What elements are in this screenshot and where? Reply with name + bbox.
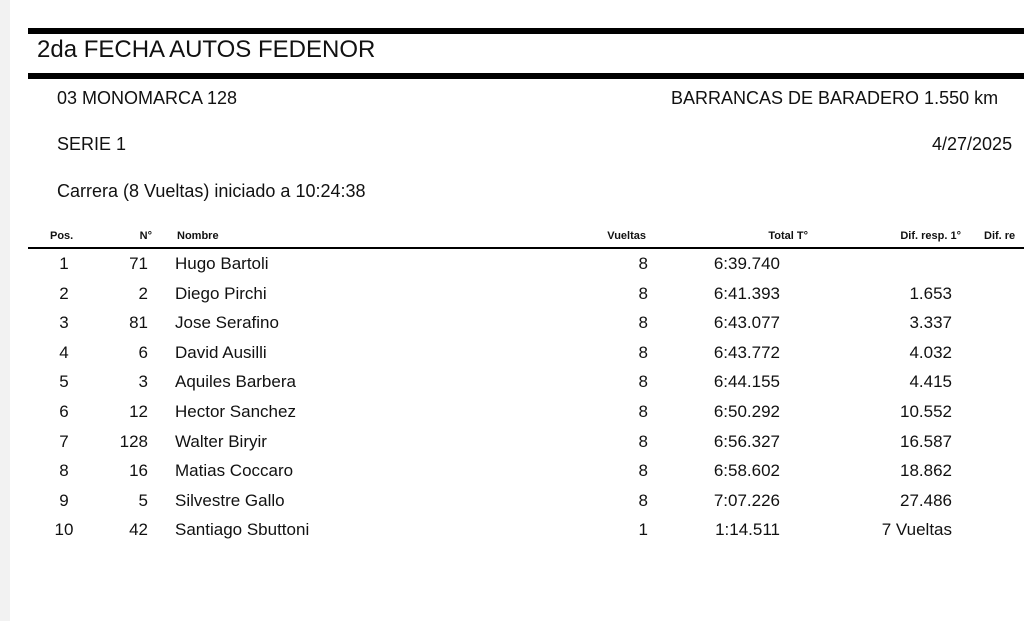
cell-diff-first: 4.415 bbox=[909, 372, 952, 392]
cell-total: 6:43.077 bbox=[713, 313, 780, 333]
cell-num: 3 bbox=[138, 372, 148, 392]
cell-num: 6 bbox=[138, 342, 148, 362]
cell-total: 6:50.292 bbox=[713, 401, 780, 421]
cell-name: Santiago Sbuttoni bbox=[175, 520, 310, 540]
cell-diff-first: 4.032 bbox=[909, 342, 952, 362]
cell-num: 71 bbox=[129, 254, 148, 273]
title-rule bbox=[28, 73, 1024, 79]
cell-total: 6:43.772 bbox=[713, 342, 780, 362]
table-header bbox=[28, 230, 1024, 248]
cell-diff-first: 10.552 bbox=[900, 401, 952, 421]
header-diff-first: Dif. resp. 1° bbox=[900, 230, 961, 242]
table-row bbox=[28, 309, 1024, 339]
cell-name: Jose Serafino bbox=[175, 313, 279, 333]
cell-total: 6:56.327 bbox=[713, 431, 780, 451]
cell-pos: 9 bbox=[59, 490, 69, 510]
header-rule bbox=[28, 247, 1024, 249]
results-sheet bbox=[10, 0, 1024, 621]
category-label: 03 MONOMARCA 128 bbox=[57, 88, 238, 108]
cell-num: 128 bbox=[119, 431, 148, 451]
cell-laps: 8 bbox=[638, 490, 648, 510]
top-rule bbox=[28, 28, 1024, 34]
cell-name: Hector Sanchez bbox=[175, 401, 296, 421]
results-table bbox=[28, 250, 1024, 546]
cell-laps: 8 bbox=[638, 313, 648, 333]
cell-pos: 1 bbox=[59, 254, 69, 273]
table-row bbox=[28, 250, 1024, 280]
cell-name: David Ausilli bbox=[175, 342, 267, 362]
header-laps: Vueltas bbox=[607, 230, 646, 242]
cell-laps: 8 bbox=[638, 461, 648, 481]
cell-pos: 8 bbox=[59, 461, 69, 481]
cell-name: Walter Biryir bbox=[175, 431, 267, 451]
cell-laps: 8 bbox=[638, 283, 648, 303]
cell-laps: 8 bbox=[638, 342, 648, 362]
table-row bbox=[28, 516, 1024, 546]
cell-name: Matias Coccaro bbox=[175, 461, 294, 481]
cell-diff-first: 3.337 bbox=[909, 313, 952, 333]
cell-total: 6:39.740 bbox=[713, 254, 780, 273]
table-row bbox=[28, 280, 1024, 310]
cell-diff-first: 16.587 bbox=[900, 431, 952, 451]
table-row bbox=[28, 487, 1024, 517]
cell-pos: 2 bbox=[59, 283, 69, 303]
cell-name: Diego Pirchi bbox=[175, 283, 267, 303]
header-total: Total T° bbox=[768, 230, 808, 242]
cell-diff-first: 27.486 bbox=[900, 490, 952, 510]
cell-diff-first: 18.862 bbox=[900, 461, 952, 481]
table-row bbox=[28, 368, 1024, 398]
cell-total: 6:44.155 bbox=[713, 372, 780, 392]
cell-name: Hugo Bartoli bbox=[175, 254, 269, 273]
cell-pos: 6 bbox=[59, 401, 69, 421]
cell-num: 5 bbox=[138, 490, 148, 510]
cell-laps: 1 bbox=[638, 520, 648, 540]
cell-total: 6:41.393 bbox=[713, 283, 780, 303]
series-label: SERIE 1 bbox=[57, 134, 127, 154]
cell-num: 16 bbox=[129, 461, 148, 481]
cell-pos: 4 bbox=[59, 342, 69, 362]
cell-pos: 5 bbox=[59, 372, 69, 392]
cell-diff-first: 7 Vueltas bbox=[881, 520, 952, 540]
cell-pos: 10 bbox=[54, 520, 74, 540]
table-row bbox=[28, 428, 1024, 458]
cell-num: 12 bbox=[129, 401, 148, 421]
cell-diff-first: 1.653 bbox=[909, 283, 952, 303]
cell-pos: 7 bbox=[59, 431, 69, 451]
cell-total: 1:14.511 bbox=[715, 520, 780, 540]
cell-pos: 3 bbox=[59, 313, 69, 333]
cell-num: 42 bbox=[129, 520, 148, 540]
cell-total: 6:58.602 bbox=[713, 461, 780, 481]
race-info: Carrera (8 Vueltas) iniciado a 10:24:38 bbox=[57, 181, 366, 201]
circuit-label: BARRANCAS DE BARADERO 1.550 km bbox=[671, 88, 999, 108]
header-diff-prev: Dif. re bbox=[984, 230, 1016, 242]
event-title: 2da FECHA AUTOS FEDENOR bbox=[37, 36, 376, 63]
cell-total: 7:07.226 bbox=[713, 490, 780, 510]
table-row bbox=[28, 339, 1024, 369]
header-num: N° bbox=[139, 230, 152, 242]
date-label: 4/27/2025 bbox=[932, 134, 1013, 154]
cell-laps: 8 bbox=[638, 401, 648, 421]
table-row bbox=[28, 398, 1024, 428]
cell-laps: 8 bbox=[638, 372, 648, 392]
table-row bbox=[28, 457, 1024, 487]
header-name: Nombre bbox=[177, 230, 219, 242]
cell-name: Silvestre Gallo bbox=[175, 490, 285, 510]
header-pos: Pos. bbox=[50, 230, 74, 242]
cell-name: Aquiles Barbera bbox=[175, 372, 296, 392]
cell-num: 2 bbox=[138, 283, 148, 303]
cell-num: 81 bbox=[129, 313, 148, 333]
cell-laps: 8 bbox=[638, 254, 648, 273]
cell-laps: 8 bbox=[638, 431, 648, 451]
